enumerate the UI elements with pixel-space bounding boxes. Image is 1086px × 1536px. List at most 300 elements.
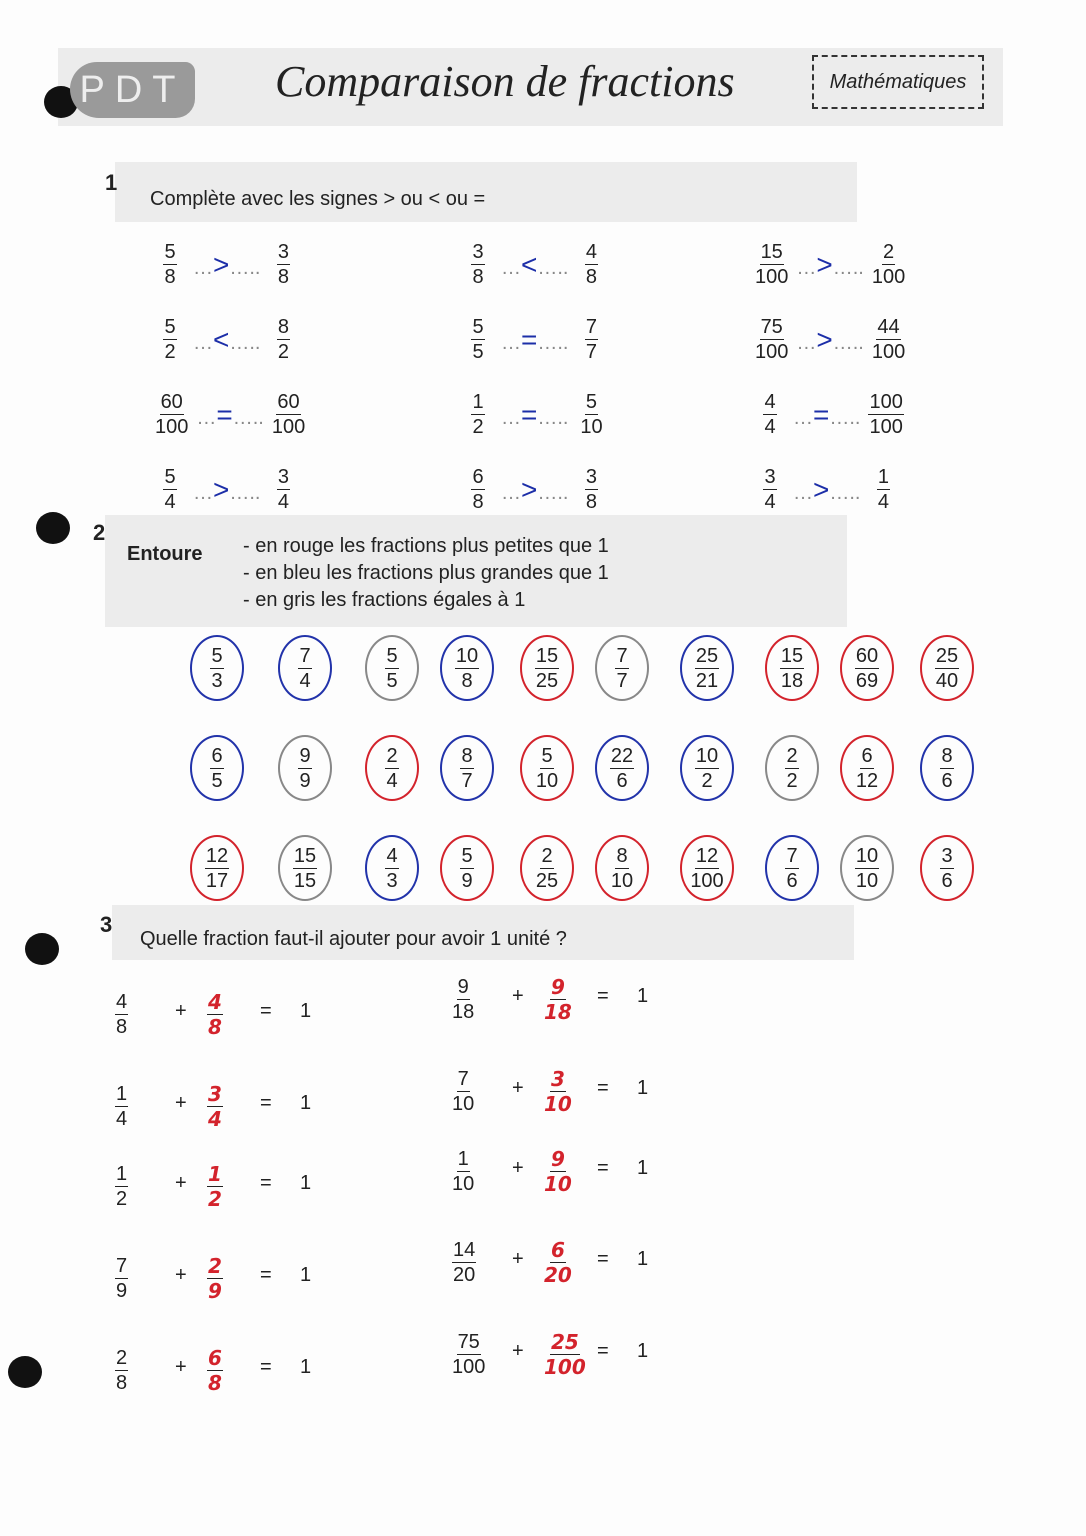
circled-fraction-red[interactable] bbox=[840, 735, 894, 801]
dots: ….. bbox=[232, 406, 264, 429]
denominator: 4 bbox=[116, 1108, 128, 1130]
equals-sign: = bbox=[260, 1000, 272, 1022]
fraction bbox=[576, 240, 606, 289]
denominator: 8 bbox=[277, 266, 290, 288]
fraction bbox=[452, 1330, 485, 1379]
plus-sign: + bbox=[175, 1172, 187, 1194]
plus-sign: + bbox=[512, 985, 524, 1007]
circled-fraction-red[interactable] bbox=[920, 635, 974, 701]
fraction bbox=[690, 844, 723, 893]
circled-fraction-gray[interactable] bbox=[365, 635, 419, 701]
comparison-sign-field[interactable] bbox=[193, 324, 260, 356]
answer-sign: = bbox=[216, 398, 233, 430]
dots: … bbox=[501, 406, 521, 429]
fraction bbox=[460, 844, 473, 893]
one: 1 bbox=[637, 1340, 649, 1362]
circled-fraction-red[interactable] bbox=[765, 635, 819, 701]
dots: ….. bbox=[229, 331, 261, 354]
answer-fraction[interactable] bbox=[544, 975, 572, 1024]
ex2-line-gray: - en gris les fractions égales à 1 bbox=[243, 589, 526, 611]
denominator: 25 bbox=[535, 869, 559, 892]
fraction bbox=[115, 1162, 128, 1211]
ex2-label: Entoure bbox=[127, 543, 203, 565]
circled-fraction-red[interactable] bbox=[520, 735, 574, 801]
numerator: 7 bbox=[585, 316, 598, 338]
fraction bbox=[611, 844, 633, 893]
numerator: 15 bbox=[293, 844, 317, 867]
numerator: 9 bbox=[457, 976, 469, 998]
denominator: 7 bbox=[616, 669, 628, 692]
comparison-item bbox=[463, 315, 606, 364]
numerator: 5 bbox=[461, 844, 473, 867]
denominator: 4 bbox=[386, 769, 398, 792]
binder-hole bbox=[25, 933, 59, 965]
numerator: 25 bbox=[935, 644, 959, 667]
fraction bbox=[856, 744, 878, 793]
dots: ….. bbox=[829, 481, 861, 504]
numerator: 3 bbox=[277, 466, 290, 488]
numerator: 2 bbox=[882, 241, 895, 263]
fraction bbox=[576, 315, 606, 364]
numerator: 5 bbox=[164, 241, 176, 263]
denominator: 18 bbox=[544, 1000, 572, 1024]
fraction bbox=[155, 315, 185, 364]
denominator: 8 bbox=[208, 1371, 222, 1395]
fraction bbox=[536, 844, 558, 893]
fraction bbox=[155, 465, 185, 514]
fraction bbox=[293, 844, 317, 893]
fraction bbox=[385, 644, 398, 693]
dots: … bbox=[196, 406, 217, 429]
denominator: 2 bbox=[701, 769, 713, 792]
denominator: 2 bbox=[277, 341, 290, 363]
fraction bbox=[155, 390, 188, 439]
denominator: 21 bbox=[695, 669, 719, 692]
denominator: 10 bbox=[580, 416, 603, 438]
fraction bbox=[615, 644, 628, 693]
comparison-sign-field[interactable] bbox=[796, 249, 863, 281]
denominator: 2 bbox=[472, 416, 484, 438]
dots: … bbox=[193, 331, 213, 354]
dots: … bbox=[501, 481, 521, 504]
ex2-line-blue: - en bleu les fractions plus grandes que 1 bbox=[243, 562, 609, 584]
equals-sign: = bbox=[260, 1092, 272, 1114]
numerator: 4 bbox=[585, 241, 598, 263]
plus-sign: + bbox=[512, 1340, 524, 1362]
numerator: 8 bbox=[277, 316, 290, 338]
denominator: 10 bbox=[855, 869, 879, 892]
one: 1 bbox=[300, 1356, 312, 1378]
dots: ….. bbox=[832, 256, 864, 279]
page-title: Comparaison de fractions bbox=[275, 57, 735, 106]
fraction bbox=[452, 1238, 476, 1287]
fraction bbox=[115, 1082, 128, 1131]
circled-fraction-red[interactable] bbox=[190, 835, 244, 901]
plus-sign: + bbox=[512, 1248, 524, 1270]
numerator: 7 bbox=[786, 844, 798, 867]
circled-fraction-blue[interactable] bbox=[190, 735, 244, 801]
one: 1 bbox=[637, 1157, 649, 1179]
numerator: 3 bbox=[472, 241, 484, 263]
numerator: 2 bbox=[116, 1347, 128, 1369]
answer-sign: > bbox=[213, 473, 230, 505]
plus-sign: + bbox=[175, 1356, 187, 1378]
numerator: 2 bbox=[786, 744, 798, 767]
fraction bbox=[455, 644, 479, 693]
numerator: 6 bbox=[861, 744, 873, 767]
one: 1 bbox=[300, 1172, 312, 1194]
circled-fraction-blue[interactable] bbox=[680, 735, 734, 801]
fraction bbox=[935, 644, 959, 693]
dots: ….. bbox=[537, 256, 569, 279]
denominator: 100 bbox=[155, 416, 189, 438]
answer-sign: = bbox=[521, 323, 538, 355]
answer-sign: > bbox=[816, 323, 833, 355]
fraction bbox=[610, 744, 634, 793]
ex3-instruction: Quelle fraction faut-il ajouter pour avoir 1 unité ? bbox=[140, 928, 567, 950]
denominator: 4 bbox=[764, 491, 776, 513]
numerator: 4 bbox=[764, 391, 776, 413]
plus-sign: + bbox=[175, 1264, 187, 1286]
denominator: 8 bbox=[164, 266, 176, 288]
denominator: 6 bbox=[941, 769, 953, 792]
denominator: 4 bbox=[277, 491, 290, 513]
ex1-instruction: Complète avec les signes > ou < ou = bbox=[150, 188, 486, 210]
denominator: 2 bbox=[164, 341, 176, 363]
fraction bbox=[576, 465, 606, 514]
comparison-sign-field[interactable] bbox=[193, 249, 260, 281]
numerator: 60 bbox=[855, 644, 879, 667]
circled-fraction-red[interactable] bbox=[520, 835, 574, 901]
denominator: 8 bbox=[472, 491, 484, 513]
fraction bbox=[115, 990, 128, 1039]
denominator: 8 bbox=[461, 669, 473, 692]
numerator: 3 bbox=[941, 844, 953, 867]
numerator: 8 bbox=[616, 844, 628, 867]
numerator: 4 bbox=[208, 990, 222, 1014]
denominator: 4 bbox=[164, 491, 176, 513]
denominator: 8 bbox=[585, 266, 598, 288]
circled-fraction-gray[interactable] bbox=[840, 835, 894, 901]
circled-fraction-gray[interactable] bbox=[765, 735, 819, 801]
fraction bbox=[115, 1346, 128, 1395]
dots: ….. bbox=[537, 331, 569, 354]
denominator: 10 bbox=[610, 869, 634, 892]
denominator: 2 bbox=[208, 1187, 222, 1211]
denominator: 9 bbox=[299, 769, 311, 792]
circled-fraction-blue[interactable] bbox=[190, 635, 244, 701]
answer-sign: > bbox=[521, 473, 538, 505]
fraction bbox=[298, 644, 311, 693]
fraction bbox=[115, 1254, 128, 1303]
circled-fraction-red[interactable] bbox=[520, 635, 574, 701]
fraction bbox=[272, 390, 305, 439]
fraction bbox=[868, 390, 903, 439]
answer-fraction[interactable] bbox=[544, 1067, 572, 1116]
one: 1 bbox=[637, 1077, 649, 1099]
dots: ….. bbox=[229, 256, 261, 279]
numerator: 9 bbox=[299, 744, 311, 767]
comparison-sign-field[interactable] bbox=[793, 399, 860, 431]
comparison-sign-field[interactable] bbox=[501, 399, 568, 431]
answer-sign: > bbox=[213, 248, 230, 280]
comparison-sign-field[interactable] bbox=[501, 249, 568, 281]
denominator: 2 bbox=[116, 1188, 128, 1210]
pdt-logo: PDT bbox=[70, 62, 195, 118]
denominator: 10 bbox=[544, 1092, 572, 1116]
numerator: 5 bbox=[211, 644, 223, 667]
denominator: 8 bbox=[116, 1016, 128, 1038]
equals-sign: = bbox=[260, 1264, 272, 1286]
plus-sign: + bbox=[175, 1092, 187, 1114]
numerator: 1 bbox=[116, 1083, 128, 1105]
denominator: 4 bbox=[299, 669, 311, 692]
denominator: 5 bbox=[386, 669, 398, 692]
plus-sign: + bbox=[512, 1077, 524, 1099]
circled-fraction-blue[interactable] bbox=[765, 835, 819, 901]
comparison-sign-field[interactable] bbox=[793, 474, 860, 506]
comparison-item bbox=[155, 315, 298, 364]
numerator: 5 bbox=[164, 466, 176, 488]
numerator: 9 bbox=[550, 975, 565, 999]
answer-fraction[interactable] bbox=[207, 1162, 223, 1211]
denominator: 10 bbox=[452, 1093, 475, 1115]
numerator: 15 bbox=[780, 644, 804, 667]
numerator: 7 bbox=[299, 644, 311, 667]
answer-fraction[interactable] bbox=[544, 1330, 586, 1379]
numerator: 1 bbox=[457, 1148, 469, 1170]
dots: … bbox=[793, 406, 813, 429]
fraction bbox=[695, 644, 719, 693]
numerator: 2 bbox=[541, 844, 553, 867]
circled-fraction-red[interactable] bbox=[680, 835, 734, 901]
comparison-sign-field[interactable] bbox=[193, 474, 260, 506]
fraction bbox=[785, 744, 798, 793]
numerator: 10 bbox=[455, 644, 479, 667]
dots: ….. bbox=[829, 406, 861, 429]
fraction bbox=[298, 744, 311, 793]
dots: … bbox=[793, 481, 813, 504]
numerator: 12 bbox=[695, 844, 719, 867]
circled-fraction-blue[interactable] bbox=[595, 735, 649, 801]
numerator: 25 bbox=[550, 1330, 579, 1354]
one: 1 bbox=[300, 1092, 312, 1114]
answer-fraction[interactable] bbox=[207, 1082, 223, 1131]
comparison-sign-field[interactable] bbox=[501, 324, 568, 356]
dots: ….. bbox=[537, 481, 569, 504]
circled-fraction-blue[interactable] bbox=[920, 735, 974, 801]
numerator: 5 bbox=[585, 391, 598, 413]
numerator: 6 bbox=[211, 744, 223, 767]
denominator: 6 bbox=[786, 869, 798, 892]
numerator: 5 bbox=[472, 316, 484, 338]
denominator: 100 bbox=[755, 266, 789, 288]
numerator: 7 bbox=[116, 1255, 128, 1277]
denominator: 18 bbox=[780, 669, 804, 692]
equals-sign: = bbox=[260, 1172, 272, 1194]
numerator: 2 bbox=[208, 1254, 222, 1278]
one: 1 bbox=[300, 1264, 312, 1286]
ex3-number: 3 bbox=[100, 912, 113, 937]
circled-fraction-blue[interactable] bbox=[680, 635, 734, 701]
circled-fraction-gray[interactable] bbox=[595, 635, 649, 701]
numerator: 6 bbox=[550, 1238, 565, 1262]
comparison-item bbox=[463, 465, 606, 514]
binder-hole bbox=[8, 1356, 42, 1388]
ex2-number: 2 bbox=[93, 520, 106, 545]
answer-sign: < bbox=[521, 248, 538, 280]
denominator: 6 bbox=[616, 769, 628, 792]
one: 1 bbox=[637, 1248, 649, 1270]
answer-fraction[interactable] bbox=[544, 1147, 572, 1196]
circled-fraction-red[interactable] bbox=[440, 835, 494, 901]
denominator: 100 bbox=[690, 869, 724, 892]
denominator: 17 bbox=[205, 869, 229, 892]
numerator: 1 bbox=[472, 391, 484, 413]
fraction bbox=[868, 465, 898, 514]
fraction bbox=[452, 975, 474, 1024]
fraction bbox=[855, 844, 879, 893]
circled-fraction-blue[interactable] bbox=[365, 835, 419, 901]
numerator: 3 bbox=[550, 1067, 565, 1091]
one: 1 bbox=[637, 985, 649, 1007]
denominator: 10 bbox=[544, 1172, 572, 1196]
ex1-number: 1 bbox=[105, 170, 118, 195]
fraction bbox=[452, 1067, 474, 1116]
fraction bbox=[268, 465, 298, 514]
ex2-line-red: - en rouge les fractions plus petites que 1 bbox=[243, 535, 609, 557]
answer-sign: = bbox=[521, 398, 538, 430]
one: 1 bbox=[300, 1000, 312, 1022]
dots: … bbox=[796, 331, 817, 354]
denominator: 7 bbox=[461, 769, 473, 792]
circled-fraction-gray[interactable] bbox=[278, 835, 332, 901]
numerator: 3 bbox=[585, 466, 598, 488]
fraction bbox=[695, 744, 719, 793]
numerator: 60 bbox=[160, 391, 183, 413]
plus-sign: + bbox=[175, 1000, 187, 1022]
denominator: 2 bbox=[786, 769, 798, 792]
denominator: 8 bbox=[472, 266, 484, 288]
denominator: 8 bbox=[585, 491, 598, 513]
denominator: 100 bbox=[271, 416, 306, 438]
answer-fraction[interactable] bbox=[207, 1346, 223, 1395]
circled-fraction-red[interactable] bbox=[920, 835, 974, 901]
fraction bbox=[460, 744, 473, 793]
fraction bbox=[755, 465, 785, 514]
fraction bbox=[463, 390, 493, 439]
comparison-item bbox=[463, 240, 606, 289]
numerator: 6 bbox=[472, 466, 484, 488]
fraction bbox=[785, 844, 798, 893]
fraction bbox=[463, 465, 493, 514]
circled-fraction-blue[interactable] bbox=[440, 635, 494, 701]
circled-fraction-gray[interactable] bbox=[278, 735, 332, 801]
numerator: 15 bbox=[535, 644, 559, 667]
answer-fraction[interactable] bbox=[544, 1238, 572, 1287]
numerator: 12 bbox=[205, 844, 229, 867]
denominator: 6 bbox=[941, 869, 953, 892]
answer-fraction[interactable] bbox=[207, 990, 223, 1039]
fraction bbox=[452, 1147, 474, 1196]
fraction bbox=[268, 240, 298, 289]
fraction bbox=[210, 644, 223, 693]
answer-sign: < bbox=[213, 323, 230, 355]
equals-sign: = bbox=[597, 1077, 609, 1099]
numerator: 75 bbox=[760, 316, 783, 338]
numerator: 10 bbox=[695, 744, 719, 767]
denominator: 3 bbox=[386, 869, 398, 892]
comparison-sign-field[interactable] bbox=[196, 399, 263, 431]
fraction bbox=[155, 240, 185, 289]
fraction bbox=[872, 315, 905, 364]
comparison-item bbox=[155, 390, 305, 439]
circled-fraction-blue[interactable] bbox=[440, 735, 494, 801]
dots: … bbox=[501, 331, 521, 354]
denominator: 9 bbox=[116, 1280, 128, 1302]
circled-fraction-red[interactable] bbox=[840, 635, 894, 701]
dots: … bbox=[796, 256, 817, 279]
numerator: 6 bbox=[208, 1346, 222, 1370]
answer-fraction[interactable] bbox=[207, 1254, 223, 1303]
plus-sign: + bbox=[512, 1157, 524, 1179]
numerator: 15 bbox=[760, 241, 783, 263]
denominator: 9 bbox=[461, 869, 473, 892]
fraction bbox=[535, 644, 559, 693]
fraction bbox=[780, 644, 804, 693]
numerator: 9 bbox=[550, 1147, 565, 1171]
denominator: 100 bbox=[871, 341, 906, 363]
fraction bbox=[385, 744, 398, 793]
equals-sign: = bbox=[597, 1157, 609, 1179]
numerator: 10 bbox=[855, 844, 879, 867]
fraction bbox=[205, 844, 229, 893]
numerator: 7 bbox=[616, 644, 628, 667]
denominator: 8 bbox=[116, 1372, 128, 1394]
numerator: 3 bbox=[277, 241, 290, 263]
fraction bbox=[755, 390, 785, 439]
subject-label: Mathématiques bbox=[812, 55, 984, 109]
denominator: 10 bbox=[535, 769, 559, 792]
numerator: 4 bbox=[386, 844, 398, 867]
circled-fraction-red[interactable] bbox=[595, 835, 649, 901]
denominator: 100 bbox=[869, 416, 903, 438]
dots: ….. bbox=[832, 331, 864, 354]
equals-sign: = bbox=[597, 1340, 609, 1362]
numerator: 7 bbox=[457, 1068, 469, 1090]
fraction bbox=[855, 644, 879, 693]
comparison-sign-field[interactable] bbox=[796, 324, 863, 356]
denominator: 20 bbox=[544, 1263, 572, 1287]
fraction bbox=[755, 240, 788, 289]
fraction bbox=[755, 315, 788, 364]
fraction bbox=[268, 315, 298, 364]
equals-sign: = bbox=[597, 985, 609, 1007]
dots: ….. bbox=[537, 406, 569, 429]
numerator: 22 bbox=[610, 744, 634, 767]
comparison-sign-field[interactable] bbox=[501, 474, 568, 506]
numerator: 1 bbox=[116, 1163, 128, 1185]
denominator: 100 bbox=[755, 341, 789, 363]
equals-sign: = bbox=[597, 1248, 609, 1270]
denominator: 9 bbox=[208, 1279, 222, 1303]
denominator: 100 bbox=[452, 1356, 486, 1378]
circled-fraction-red[interactable] bbox=[365, 735, 419, 801]
denominator: 4 bbox=[208, 1107, 222, 1131]
denominator: 20 bbox=[453, 1264, 476, 1286]
denominator: 7 bbox=[585, 341, 598, 363]
circled-fraction-blue[interactable] bbox=[278, 635, 332, 701]
